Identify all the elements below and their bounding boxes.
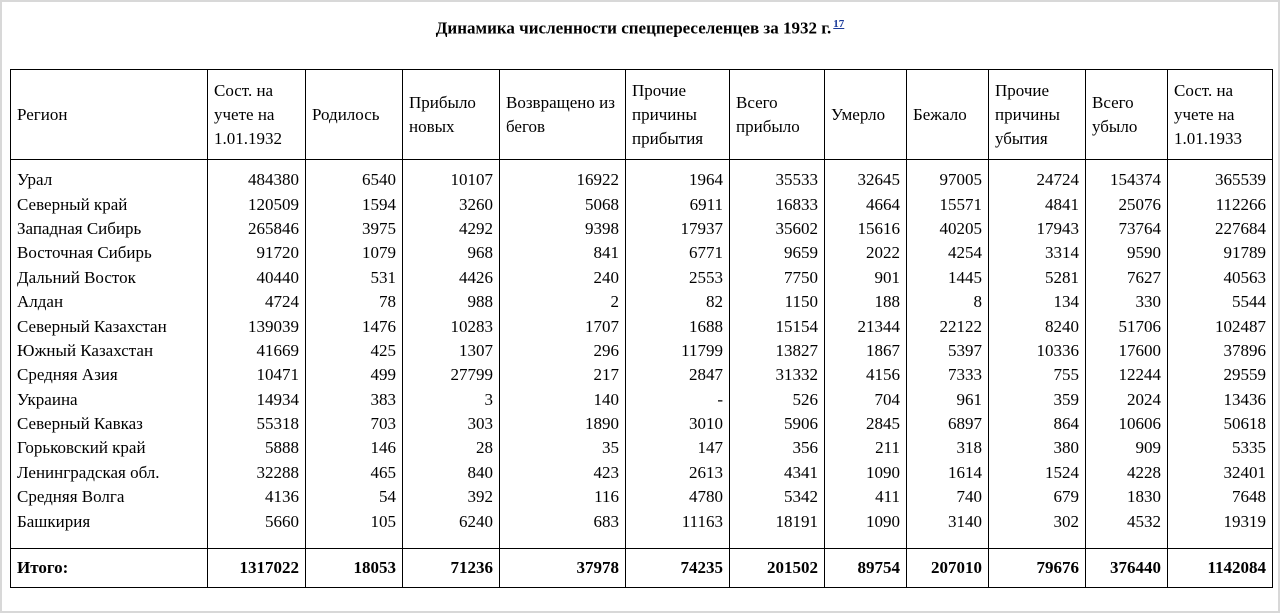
value-cell: 8 <box>907 290 989 314</box>
total-value: 37978 <box>500 548 626 587</box>
total-row <box>11 548 1273 587</box>
value-cell: 1307 <box>403 339 500 363</box>
column-header: Бежало <box>907 70 989 160</box>
value-cell: 5888 <box>208 436 306 460</box>
value-cell: 97005 <box>907 160 989 193</box>
value-cell: 31332 <box>730 363 825 387</box>
value-cell: 3260 <box>403 192 500 216</box>
value-cell: 4292 <box>403 217 500 241</box>
region-cell: Ленинградская обл. <box>11 461 208 485</box>
value-cell: 465 <box>306 461 403 485</box>
value-cell: 1090 <box>825 461 907 485</box>
value-cell: 988 <box>403 290 500 314</box>
table-row <box>11 509 1273 548</box>
table-row <box>11 217 1273 241</box>
value-cell: 32288 <box>208 461 306 485</box>
value-cell: 4426 <box>403 266 500 290</box>
value-cell: 3975 <box>306 217 403 241</box>
value-cell: 1524 <box>989 461 1086 485</box>
value-cell: 120509 <box>208 192 306 216</box>
value-cell: 15616 <box>825 217 907 241</box>
value-cell: 6240 <box>403 509 500 548</box>
value-cell: 10471 <box>208 363 306 387</box>
value-cell: 9590 <box>1086 241 1168 265</box>
value-cell: 41669 <box>208 339 306 363</box>
value-cell: 1707 <box>500 314 626 338</box>
value-cell: 3140 <box>907 509 989 548</box>
value-cell: 55318 <box>208 412 306 436</box>
column-header: Прочие причины убытия <box>989 70 1086 160</box>
value-cell: 4341 <box>730 461 825 485</box>
value-cell: 91789 <box>1168 241 1273 265</box>
data-table <box>10 69 1273 588</box>
region-cell: Башкирия <box>11 509 208 548</box>
value-cell: 91720 <box>208 241 306 265</box>
value-cell: 82 <box>626 290 730 314</box>
value-cell: 4532 <box>1086 509 1168 548</box>
value-cell: 531 <box>306 266 403 290</box>
value-cell: 679 <box>989 485 1086 509</box>
value-cell: 154374 <box>1086 160 1168 193</box>
table-row <box>11 485 1273 509</box>
value-cell: 112266 <box>1168 192 1273 216</box>
value-cell: 227684 <box>1168 217 1273 241</box>
column-header: Умерло <box>825 70 907 160</box>
value-cell: 140 <box>500 388 626 412</box>
region-cell: Алдан <box>11 290 208 314</box>
value-cell: 7750 <box>730 266 825 290</box>
value-cell: 302 <box>989 509 1086 548</box>
value-cell: 1476 <box>306 314 403 338</box>
total-label: Итого: <box>11 548 208 587</box>
value-cell: 499 <box>306 363 403 387</box>
value-cell: 32645 <box>825 160 907 193</box>
value-cell: 356 <box>730 436 825 460</box>
value-cell: 1614 <box>907 461 989 485</box>
value-cell: 4724 <box>208 290 306 314</box>
footnote-link[interactable]: 17 <box>833 18 845 30</box>
value-cell: 4228 <box>1086 461 1168 485</box>
value-cell: 1867 <box>825 339 907 363</box>
value-cell: 10606 <box>1086 412 1168 436</box>
value-cell: 1964 <box>626 160 730 193</box>
value-cell: 51706 <box>1086 314 1168 338</box>
value-cell: 1890 <box>500 412 626 436</box>
value-cell: 35602 <box>730 217 825 241</box>
value-cell: 11163 <box>626 509 730 548</box>
value-cell: 6897 <box>907 412 989 436</box>
value-cell: 5068 <box>500 192 626 216</box>
value-cell: 968 <box>403 241 500 265</box>
value-cell: 19319 <box>1168 509 1273 548</box>
value-cell: 740 <box>907 485 989 509</box>
header-row <box>11 70 1273 160</box>
value-cell: 365539 <box>1168 160 1273 193</box>
value-cell: 7627 <box>1086 266 1168 290</box>
value-cell: 2 <box>500 290 626 314</box>
table-row <box>11 363 1273 387</box>
region-cell: Восточная Сибирь <box>11 241 208 265</box>
value-cell: 683 <box>500 509 626 548</box>
value-cell: 3314 <box>989 241 1086 265</box>
value-cell: 3 <box>403 388 500 412</box>
value-cell: 22122 <box>907 314 989 338</box>
table-row <box>11 412 1273 436</box>
table-row <box>11 241 1273 265</box>
value-cell: 7333 <box>907 363 989 387</box>
value-cell: 21344 <box>825 314 907 338</box>
region-cell: Западная Сибирь <box>11 217 208 241</box>
total-value: 79676 <box>989 548 1086 587</box>
value-cell: 265846 <box>208 217 306 241</box>
value-cell: 411 <box>825 485 907 509</box>
region-cell: Средняя Волга <box>11 485 208 509</box>
column-header: Прибыло новых <box>403 70 500 160</box>
value-cell: 4841 <box>989 192 1086 216</box>
table-body <box>11 160 1273 549</box>
value-cell: 3010 <box>626 412 730 436</box>
value-cell: 4254 <box>907 241 989 265</box>
value-cell: 1688 <box>626 314 730 338</box>
value-cell: 1079 <box>306 241 403 265</box>
region-cell: Дальний Восток <box>11 266 208 290</box>
value-cell: 27799 <box>403 363 500 387</box>
total-value: 207010 <box>907 548 989 587</box>
value-cell: 4664 <box>825 192 907 216</box>
region-cell: Северный край <box>11 192 208 216</box>
value-cell: 50618 <box>1168 412 1273 436</box>
value-cell: 73764 <box>1086 217 1168 241</box>
region-cell: Северный Кавказ <box>11 412 208 436</box>
value-cell: 15571 <box>907 192 989 216</box>
value-cell: 318 <box>907 436 989 460</box>
total-value: 18053 <box>306 548 403 587</box>
total-value: 74235 <box>626 548 730 587</box>
table-row <box>11 388 1273 412</box>
page-title <box>0 18 1280 39</box>
column-header: Родилось <box>306 70 403 160</box>
total-value: 1317022 <box>208 548 306 587</box>
value-cell: 392 <box>403 485 500 509</box>
value-cell: 28 <box>403 436 500 460</box>
value-cell: 423 <box>500 461 626 485</box>
table-row <box>11 314 1273 338</box>
column-header: Сост. на учете на 1.01.1933 <box>1168 70 1273 160</box>
value-cell: 7648 <box>1168 485 1273 509</box>
value-cell: 359 <box>989 388 1086 412</box>
value-cell: 147 <box>626 436 730 460</box>
value-cell: 188 <box>825 290 907 314</box>
value-cell: 2022 <box>825 241 907 265</box>
value-cell: 17943 <box>989 217 1086 241</box>
value-cell: 13827 <box>730 339 825 363</box>
value-cell: 1445 <box>907 266 989 290</box>
value-cell: 961 <box>907 388 989 412</box>
value-cell: 1594 <box>306 192 403 216</box>
value-cell: 526 <box>730 388 825 412</box>
value-cell: 8240 <box>989 314 1086 338</box>
value-cell: 17600 <box>1086 339 1168 363</box>
table-row <box>11 160 1273 193</box>
value-cell: 4780 <box>626 485 730 509</box>
value-cell: - <box>626 388 730 412</box>
value-cell: 10283 <box>403 314 500 338</box>
value-cell: 1150 <box>730 290 825 314</box>
region-cell: Южный Казахстан <box>11 339 208 363</box>
value-cell: 105 <box>306 509 403 548</box>
value-cell: 5281 <box>989 266 1086 290</box>
value-cell: 2024 <box>1086 388 1168 412</box>
value-cell: 2845 <box>825 412 907 436</box>
value-cell: 116 <box>500 485 626 509</box>
value-cell: 380 <box>989 436 1086 460</box>
value-cell: 4136 <box>208 485 306 509</box>
value-cell: 864 <box>989 412 1086 436</box>
value-cell: 240 <box>500 266 626 290</box>
value-cell: 17937 <box>626 217 730 241</box>
value-cell: 18191 <box>730 509 825 548</box>
total-value: 89754 <box>825 548 907 587</box>
region-cell: Средняя Азия <box>11 363 208 387</box>
value-cell: 5335 <box>1168 436 1273 460</box>
value-cell: 78 <box>306 290 403 314</box>
value-cell: 841 <box>500 241 626 265</box>
region-cell: Северный Казахстан <box>11 314 208 338</box>
column-header: Прочие причины прибытия <box>626 70 730 160</box>
value-cell: 6540 <box>306 160 403 193</box>
value-cell: 11799 <box>626 339 730 363</box>
value-cell: 35533 <box>730 160 825 193</box>
total-value: 201502 <box>730 548 825 587</box>
value-cell: 2847 <box>626 363 730 387</box>
table-row <box>11 339 1273 363</box>
region-cell: Урал <box>11 160 208 193</box>
value-cell: 37896 <box>1168 339 1273 363</box>
total-value: 1142084 <box>1168 548 1273 587</box>
value-cell: 35 <box>500 436 626 460</box>
region-cell: Горьковский край <box>11 436 208 460</box>
value-cell: 5342 <box>730 485 825 509</box>
total-value: 376440 <box>1086 548 1168 587</box>
value-cell: 10107 <box>403 160 500 193</box>
value-cell: 40205 <box>907 217 989 241</box>
value-cell: 10336 <box>989 339 1086 363</box>
value-cell: 5397 <box>907 339 989 363</box>
value-cell: 6911 <box>626 192 730 216</box>
value-cell: 2553 <box>626 266 730 290</box>
value-cell: 15154 <box>730 314 825 338</box>
value-cell: 1090 <box>825 509 907 548</box>
value-cell: 211 <box>825 436 907 460</box>
table-row <box>11 290 1273 314</box>
value-cell: 13436 <box>1168 388 1273 412</box>
value-cell: 40563 <box>1168 266 1273 290</box>
value-cell: 704 <box>825 388 907 412</box>
column-header: Сост. на учете на 1.01.1932 <box>208 70 306 160</box>
value-cell: 24724 <box>989 160 1086 193</box>
value-cell: 134 <box>989 290 1086 314</box>
value-cell: 29559 <box>1168 363 1273 387</box>
value-cell: 2613 <box>626 461 730 485</box>
table-row <box>11 461 1273 485</box>
table-row <box>11 192 1273 216</box>
value-cell: 25076 <box>1086 192 1168 216</box>
value-cell: 909 <box>1086 436 1168 460</box>
value-cell: 32401 <box>1168 461 1273 485</box>
value-cell: 1830 <box>1086 485 1168 509</box>
value-cell: 146 <box>306 436 403 460</box>
value-cell: 4156 <box>825 363 907 387</box>
value-cell: 9659 <box>730 241 825 265</box>
value-cell: 755 <box>989 363 1086 387</box>
value-cell: 217 <box>500 363 626 387</box>
value-cell: 5544 <box>1168 290 1273 314</box>
column-header: Регион <box>11 70 208 160</box>
region-cell: Украина <box>11 388 208 412</box>
value-cell: 330 <box>1086 290 1168 314</box>
column-header: Всего прибыло <box>730 70 825 160</box>
title-text: Динамика численности спецпереселенцев за 1932 г. <box>435 18 832 38</box>
value-cell: 5906 <box>730 412 825 436</box>
value-cell: 102487 <box>1168 314 1273 338</box>
value-cell: 840 <box>403 461 500 485</box>
value-cell: 14934 <box>208 388 306 412</box>
value-cell: 703 <box>306 412 403 436</box>
total-value: 71236 <box>403 548 500 587</box>
value-cell: 54 <box>306 485 403 509</box>
column-header: Всего убыло <box>1086 70 1168 160</box>
value-cell: 425 <box>306 339 403 363</box>
value-cell: 303 <box>403 412 500 436</box>
value-cell: 16833 <box>730 192 825 216</box>
value-cell: 40440 <box>208 266 306 290</box>
value-cell: 139039 <box>208 314 306 338</box>
value-cell: 9398 <box>500 217 626 241</box>
value-cell: 383 <box>306 388 403 412</box>
value-cell: 6771 <box>626 241 730 265</box>
value-cell: 484380 <box>208 160 306 193</box>
value-cell: 16922 <box>500 160 626 193</box>
value-cell: 901 <box>825 266 907 290</box>
table-row <box>11 266 1273 290</box>
value-cell: 5660 <box>208 509 306 548</box>
column-header: Возвращено из бегов <box>500 70 626 160</box>
table-row <box>11 436 1273 460</box>
value-cell: 296 <box>500 339 626 363</box>
value-cell: 12244 <box>1086 363 1168 387</box>
